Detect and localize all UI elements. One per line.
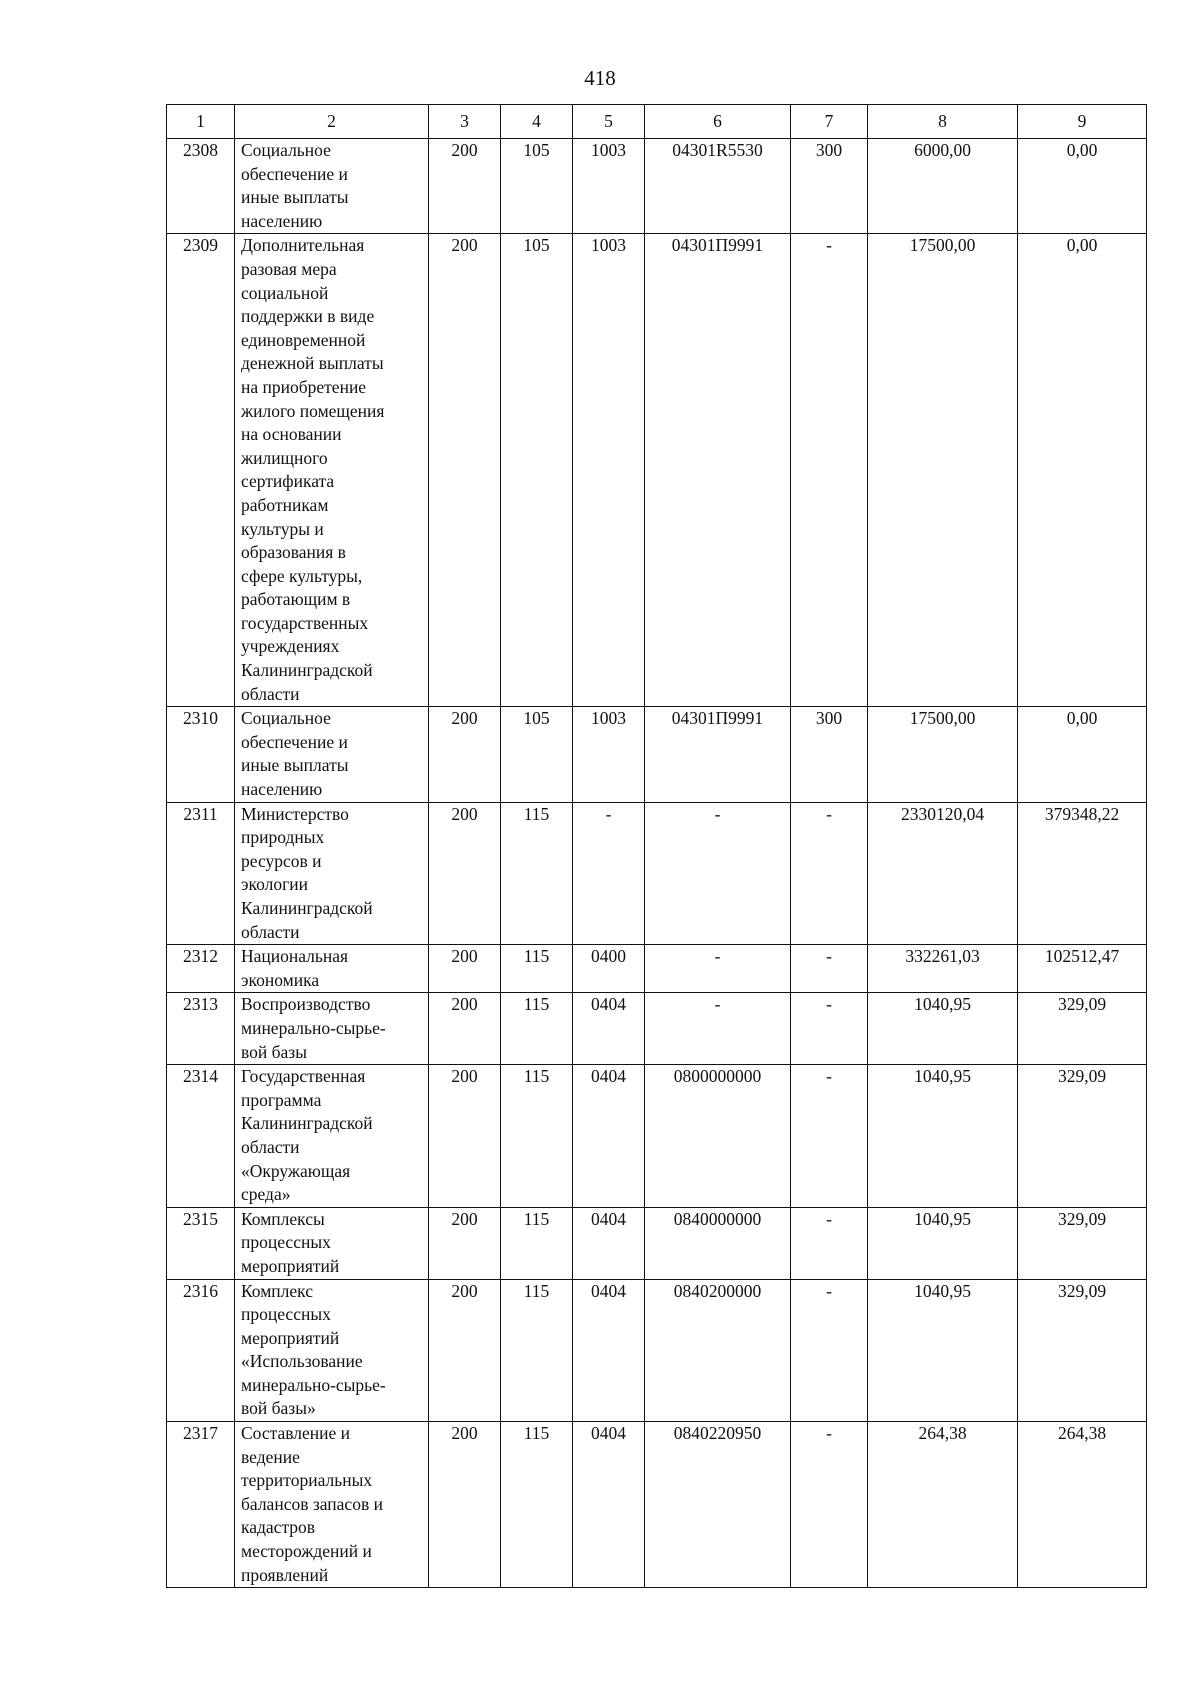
- cell-col-5: 0404: [573, 1279, 645, 1422]
- cell-col-4: 115: [501, 1422, 573, 1588]
- cell-col-6: 04301П9991: [645, 234, 791, 707]
- cell-col-9: 379348,22: [1018, 802, 1147, 945]
- cell-col-9: 329,09: [1018, 1279, 1147, 1422]
- cell-col-8: 6000,00: [868, 139, 1018, 234]
- cell-col-6: -: [645, 993, 791, 1065]
- cell-col-7: -: [791, 945, 868, 993]
- cell-col-9: 264,38: [1018, 1422, 1147, 1588]
- cell-col-8: 17500,00: [868, 707, 1018, 802]
- column-header-9: 9: [1018, 105, 1147, 139]
- table-row: [167, 139, 1147, 234]
- cell-col-2: Социальное обеспечение и иные выплаты населению: [235, 707, 429, 802]
- cell-col-2: Комплекс процессных мероприятий «Использование минерально-сырье- вой базы»: [235, 1279, 429, 1422]
- cell-col-2: Дополнительная разовая мера социальной поддержки в виде единовременной денежной выплаты на приобретение жилого помещения на основании жилищного сертификата работникам культуры и образования в сфере культуры, работающим в государственных учреждениях Калининградской области: [235, 234, 429, 707]
- cell-col-2: Министерство природных ресурсов и экологии Калининградской области: [235, 802, 429, 945]
- cell-col-5: 1003: [573, 234, 645, 707]
- column-header-6: 6: [645, 105, 791, 139]
- cell-col-1: 2316: [167, 1279, 235, 1422]
- cell-col-4: 105: [501, 234, 573, 707]
- cell-col-2: Составление и ведение территориальных балансов запасов и кадастров месторождений и проявлений: [235, 1422, 429, 1588]
- cell-col-6: 04301П9991: [645, 707, 791, 802]
- cell-col-7: -: [791, 1207, 868, 1279]
- column-header-3: 3: [429, 105, 501, 139]
- cell-col-4: 115: [501, 993, 573, 1065]
- cell-col-5: 1003: [573, 139, 645, 234]
- cell-col-1: 2312: [167, 945, 235, 993]
- table-row: [167, 1065, 1147, 1208]
- cell-col-7: 300: [791, 139, 868, 234]
- cell-col-1: 2308: [167, 139, 235, 234]
- cell-col-1: 2313: [167, 993, 235, 1065]
- cell-col-4: 115: [501, 1207, 573, 1279]
- cell-col-2: Национальная экономика: [235, 945, 429, 993]
- cell-col-6: -: [645, 945, 791, 993]
- table-row: [167, 945, 1147, 993]
- cell-col-7: -: [791, 993, 868, 1065]
- cell-col-7: -: [791, 1279, 868, 1422]
- cell-col-9: 0,00: [1018, 139, 1147, 234]
- cell-col-2: Воспроизводство минерально-сырье- вой базы: [235, 993, 429, 1065]
- cell-col-7: -: [791, 234, 868, 707]
- cell-col-6: 0800000000: [645, 1065, 791, 1208]
- cell-col-7: -: [791, 802, 868, 945]
- column-header-5: 5: [573, 105, 645, 139]
- cell-col-3: 200: [429, 1065, 501, 1208]
- cell-col-5: 1003: [573, 707, 645, 802]
- cell-col-9: 0,00: [1018, 234, 1147, 707]
- header-row: [167, 105, 1147, 139]
- column-header-2: 2: [235, 105, 429, 139]
- cell-col-8: 1040,95: [868, 993, 1018, 1065]
- cell-col-5: 0404: [573, 1422, 645, 1588]
- cell-col-9: 329,09: [1018, 1065, 1147, 1208]
- cell-col-8: 1040,95: [868, 1279, 1018, 1422]
- table-row: [167, 1207, 1147, 1279]
- cell-col-7: -: [791, 1065, 868, 1208]
- cell-col-5: -: [573, 802, 645, 945]
- cell-col-3: 200: [429, 1422, 501, 1588]
- cell-col-6: -: [645, 802, 791, 945]
- cell-col-5: 0404: [573, 1065, 645, 1208]
- table-body: [167, 139, 1147, 1588]
- cell-col-3: 200: [429, 234, 501, 707]
- table-row: [167, 1279, 1147, 1422]
- budget-table: [166, 104, 1147, 1588]
- cell-col-4: 115: [501, 1065, 573, 1208]
- column-header-8: 8: [868, 105, 1018, 139]
- cell-col-7: 300: [791, 707, 868, 802]
- cell-col-6: 0840220950: [645, 1422, 791, 1588]
- cell-col-1: 2309: [167, 234, 235, 707]
- cell-col-8: 1040,95: [868, 1065, 1018, 1208]
- cell-col-3: 200: [429, 945, 501, 993]
- cell-col-8: 17500,00: [868, 234, 1018, 707]
- cell-col-8: 2330120,04: [868, 802, 1018, 945]
- cell-col-3: 200: [429, 1279, 501, 1422]
- cell-col-9: 329,09: [1018, 1207, 1147, 1279]
- cell-col-3: 200: [429, 139, 501, 234]
- table-row: [167, 234, 1147, 707]
- page-number: 418: [584, 66, 616, 90]
- column-header-7: 7: [791, 105, 868, 139]
- cell-col-5: 0400: [573, 945, 645, 993]
- cell-col-4: 115: [501, 802, 573, 945]
- cell-col-8: 332261,03: [868, 945, 1018, 993]
- cell-col-2: Государственная программа Калининградской области «Окружающая среда»: [235, 1065, 429, 1208]
- cell-col-4: 105: [501, 139, 573, 234]
- cell-col-9: 0,00: [1018, 707, 1147, 802]
- cell-col-1: 2315: [167, 1207, 235, 1279]
- cell-col-6: 04301R5530: [645, 139, 791, 234]
- cell-col-3: 200: [429, 802, 501, 945]
- cell-col-5: 0404: [573, 993, 645, 1065]
- cell-col-5: 0404: [573, 1207, 645, 1279]
- table-row: [167, 993, 1147, 1065]
- cell-col-9: 329,09: [1018, 993, 1147, 1065]
- cell-col-7: -: [791, 1422, 868, 1588]
- cell-col-4: 115: [501, 1279, 573, 1422]
- cell-col-1: 2317: [167, 1422, 235, 1588]
- cell-col-3: 200: [429, 1207, 501, 1279]
- column-header-1: 1: [167, 105, 235, 139]
- cell-col-6: 0840200000: [645, 1279, 791, 1422]
- table-row: [167, 802, 1147, 945]
- table-row: [167, 1422, 1147, 1588]
- cell-col-3: 200: [429, 993, 501, 1065]
- table-row: [167, 707, 1147, 802]
- cell-col-1: 2314: [167, 1065, 235, 1208]
- cell-col-4: 105: [501, 707, 573, 802]
- cell-col-1: 2311: [167, 802, 235, 945]
- cell-col-6: 0840000000: [645, 1207, 791, 1279]
- cell-col-2: Социальное обеспечение и иные выплаты населению: [235, 139, 429, 234]
- cell-col-8: 264,38: [868, 1422, 1018, 1588]
- column-header-4: 4: [501, 105, 573, 139]
- cell-col-1: 2310: [167, 707, 235, 802]
- cell-col-8: 1040,95: [868, 1207, 1018, 1279]
- cell-col-9: 102512,47: [1018, 945, 1147, 993]
- cell-col-4: 115: [501, 945, 573, 993]
- cell-col-2: Комплексы процессных мероприятий: [235, 1207, 429, 1279]
- cell-col-3: 200: [429, 707, 501, 802]
